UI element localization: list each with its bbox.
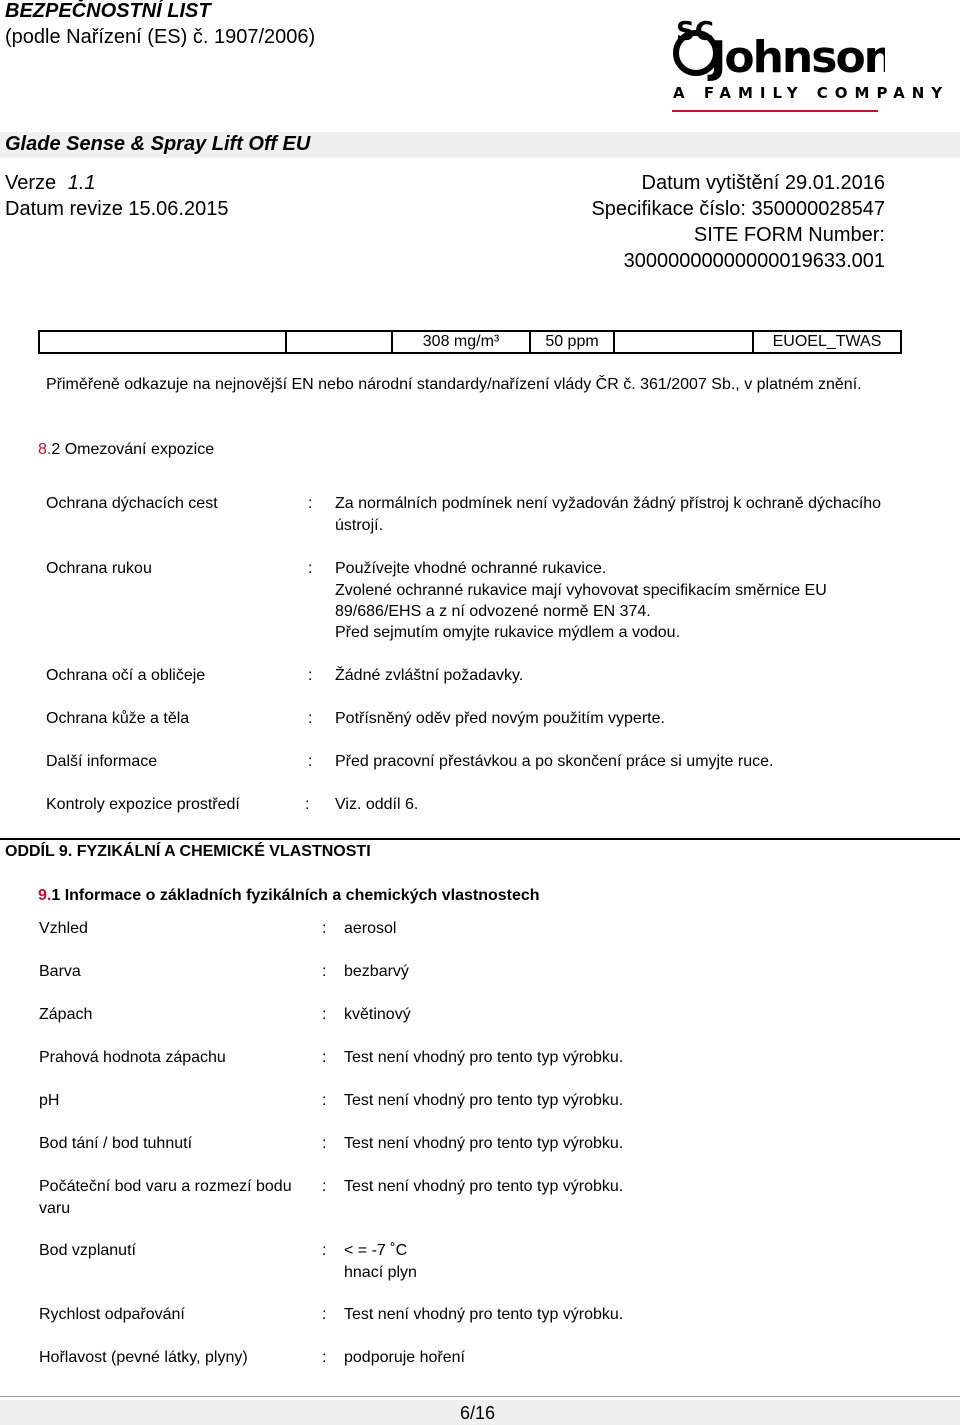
property-colon: : [322,1242,327,1259]
property-colon: : [322,1006,327,1023]
property-label: Bod tání / bod tuhnutí [39,1135,193,1152]
exposure-limits-table [38,330,902,354]
footer-divider [0,1396,960,1397]
revision-date: Datum revize 15.06.2015 [5,198,229,220]
property-label: Barva [39,963,81,980]
item-label: Ochrana očí a obličeje [46,667,206,684]
table-cell-value-ppm: 50 ppm [530,331,614,353]
property-label: Prahová hodnota zápachu [39,1049,226,1066]
property-value: Test není vhodný pro tento typ výrobku. [344,1306,624,1323]
item-value: Před pracovní přestávkou a po skončení práce si umyjte ruce. [335,753,774,770]
property-value: hnací plyn [344,1264,417,1281]
property-value: aerosol [344,920,397,937]
version-value: 1.1 [67,172,96,194]
property-label: Vzhled [39,920,88,937]
logo-johnson-text: Johnson [710,32,885,83]
section-9-1-heading [38,887,540,905]
item-value: Zvolené ochranné rukavice mají vyhovovat specifikacím směrnice EU [335,582,827,599]
table-cell-basis: EUOEL_TWAS [753,331,901,353]
limits-note: Přiměřeně odkazuje na nejnovější EN nebo národní standardy/nařízení vlády ČR č. 361/2007 Sb., v platném znění. [46,376,862,393]
section-8-2-title: 2 Omezování expozice [51,441,215,458]
section-8-2-number: 8. [38,441,52,458]
logo-underline [672,110,878,112]
table-cell [39,331,286,353]
item-colon: : [308,667,313,684]
property-colon: : [322,963,327,980]
property-colon: : [322,1349,327,1366]
version-label: Verze [5,172,57,194]
property-label: varu [39,1200,71,1217]
property-value: Test není vhodný pro tento typ výrobku. [344,1135,624,1152]
item-colon: : [308,753,313,770]
table-cell-value-mgm3: 308 mg/m³ [392,331,530,353]
property-value: podporuje hoření [344,1349,465,1366]
item-value: Žádné zvláštní požadavky. [335,667,524,684]
item-colon: : [308,495,313,512]
section-8-2-heading [38,441,214,459]
property-label: Hořlavost (pevné látky, plyny) [39,1349,248,1366]
property-colon: : [322,1178,327,1195]
item-label: Ochrana rukou [46,560,152,577]
item-colon: : [305,796,310,813]
logo-tagline: A FAMILY COMPANY [673,84,950,102]
item-value: Za normálních podmínek není vyžadován žádný přístroj k ochraně dýchacího [335,495,882,512]
table-cell [614,331,753,353]
property-colon: : [322,1049,327,1066]
property-value: Test není vhodný pro tento typ výrobku. [344,1092,624,1109]
property-value: Test není vhodný pro tento typ výrobku. [344,1178,624,1195]
property-colon: : [322,1135,327,1152]
logo-sc-text: SC [676,17,714,47]
section-9-1-number: 9. [38,887,52,904]
item-label: Kontroly expozice prostředí [46,796,240,813]
document-title: BEZPEČNOSTNÍ LIST [5,0,211,22]
property-value: < = -7 ˚C [344,1242,408,1259]
property-label: pH [39,1092,60,1109]
regulation-reference: (podle Nařízení (ES) č. 1907/2006) [5,26,316,48]
property-colon: : [322,1092,327,1109]
property-label: Rychlost odpařování [39,1306,185,1323]
site-form-number: 30000000000000019633.001 [623,250,885,272]
item-value: 89/686/EHS a z ní odvozené normě EN 374. [335,603,651,620]
property-label: Počáteční bod varu a rozmezí bodu [39,1178,292,1195]
table-row [39,331,901,353]
item-value: Používejte vhodné ochranné rukavice. [335,560,607,577]
property-value: bezbarvý [344,963,409,980]
item-colon: : [308,710,313,727]
section-divider [0,838,960,840]
property-label: Zápach [39,1006,93,1023]
product-name: Glade Sense & Spray Lift Off EU [5,133,311,155]
item-value: Viz. oddíl 6. [335,796,419,813]
page-number: 6/16 [460,1403,496,1423]
item-label: Ochrana kůže a těla [46,710,190,727]
specification-number: Specifikace číslo: 350000028547 [591,198,885,220]
property-colon: : [322,1306,327,1323]
property-colon: : [322,920,327,937]
item-value: Před sejmutím omyjte rukavice mýdlem a vodou. [335,624,681,641]
section-9-title: ODDÍL 9. FYZIKÁLNÍ A CHEMICKÉ VLASTNOSTI [5,843,371,860]
site-form-label: SITE FORM Number: [693,224,885,246]
item-label: Ochrana dýchacích cest [46,495,218,512]
print-date: Datum vytištění 29.01.2016 [641,172,885,194]
item-colon: : [308,560,313,577]
property-label: Bod vzplanutí [39,1242,136,1259]
item-value: ústrojí. [335,517,384,534]
property-value: Test není vhodný pro tento typ výrobku. [344,1049,624,1066]
table-cell [286,331,392,353]
property-value: květinový [344,1006,411,1023]
version [5,172,96,195]
item-label: Další informace [46,753,158,770]
item-value: Potřísněný oděv před novým použitím vyperte. [335,710,665,727]
section-9-1-title: 1 Informace o základních fyzikálních a chemických vlastnostech [51,887,540,904]
